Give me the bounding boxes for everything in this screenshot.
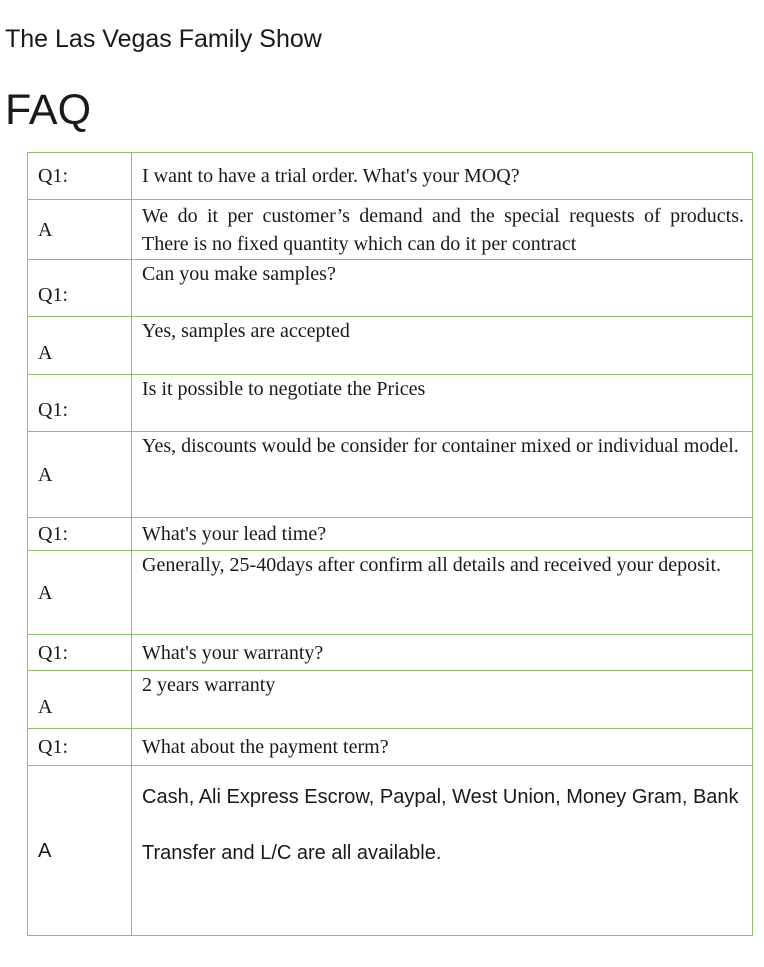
faq-row-question xyxy=(28,635,753,671)
answer-text: We do it per customer’s demand and the special requests of products. There is no fixed quantity which can do it per contract xyxy=(132,200,753,260)
faq-row-question xyxy=(28,153,753,200)
question-label: Q1: xyxy=(28,518,132,551)
faq-row-answer xyxy=(28,671,753,729)
answer-label: A xyxy=(28,432,132,518)
answer-text-line: Transfer and L/C are all available. xyxy=(142,842,442,864)
answer-text-line: Cash, Ali Express Escrow, Paypal, West Union, Money Gram, Bank xyxy=(142,786,739,808)
answer-label: A xyxy=(28,551,132,635)
answer-text: Yes, samples are accepted xyxy=(132,317,753,375)
faq-row-question xyxy=(28,729,753,766)
faq-row-answer xyxy=(28,317,753,375)
question-text: Can you make samples? xyxy=(132,260,753,317)
faq-row-question xyxy=(28,260,753,317)
question-label: Q1: xyxy=(28,375,132,432)
faq-table xyxy=(27,152,753,936)
faq-heading: FAQ xyxy=(5,86,92,134)
question-label: Q1: xyxy=(28,153,132,200)
answer-text: 2 years warranty xyxy=(132,671,753,729)
question-text: What about the payment term? xyxy=(132,729,753,766)
faq-row-answer xyxy=(28,551,753,635)
answer-label: A xyxy=(28,317,132,375)
question-label: Q1: xyxy=(28,260,132,317)
faq-row-question xyxy=(28,518,753,551)
answer-text: Yes, discounts would be consider for container mixed or individual model. xyxy=(132,432,753,518)
page-title: The Las Vegas Family Show xyxy=(5,25,322,53)
faq-row-question xyxy=(28,375,753,432)
question-label: Q1: xyxy=(28,635,132,671)
answer-label: A xyxy=(28,766,132,936)
question-label: Q1: xyxy=(28,729,132,766)
answer-label: A xyxy=(28,671,132,729)
faq-row-answer xyxy=(28,766,753,936)
question-text: I want to have a trial order. What's your MOQ? xyxy=(132,153,753,200)
question-text: What's your warranty? xyxy=(132,635,753,671)
question-text: Is it possible to negotiate the Prices xyxy=(132,375,753,432)
faq-row-answer xyxy=(28,200,753,260)
question-text: What's your lead time? xyxy=(132,518,753,551)
answer-text xyxy=(132,766,753,936)
answer-label: A xyxy=(28,200,132,260)
answer-text: Generally, 25-40days after confirm all details and received your deposit. xyxy=(132,551,753,635)
faq-row-answer xyxy=(28,432,753,518)
